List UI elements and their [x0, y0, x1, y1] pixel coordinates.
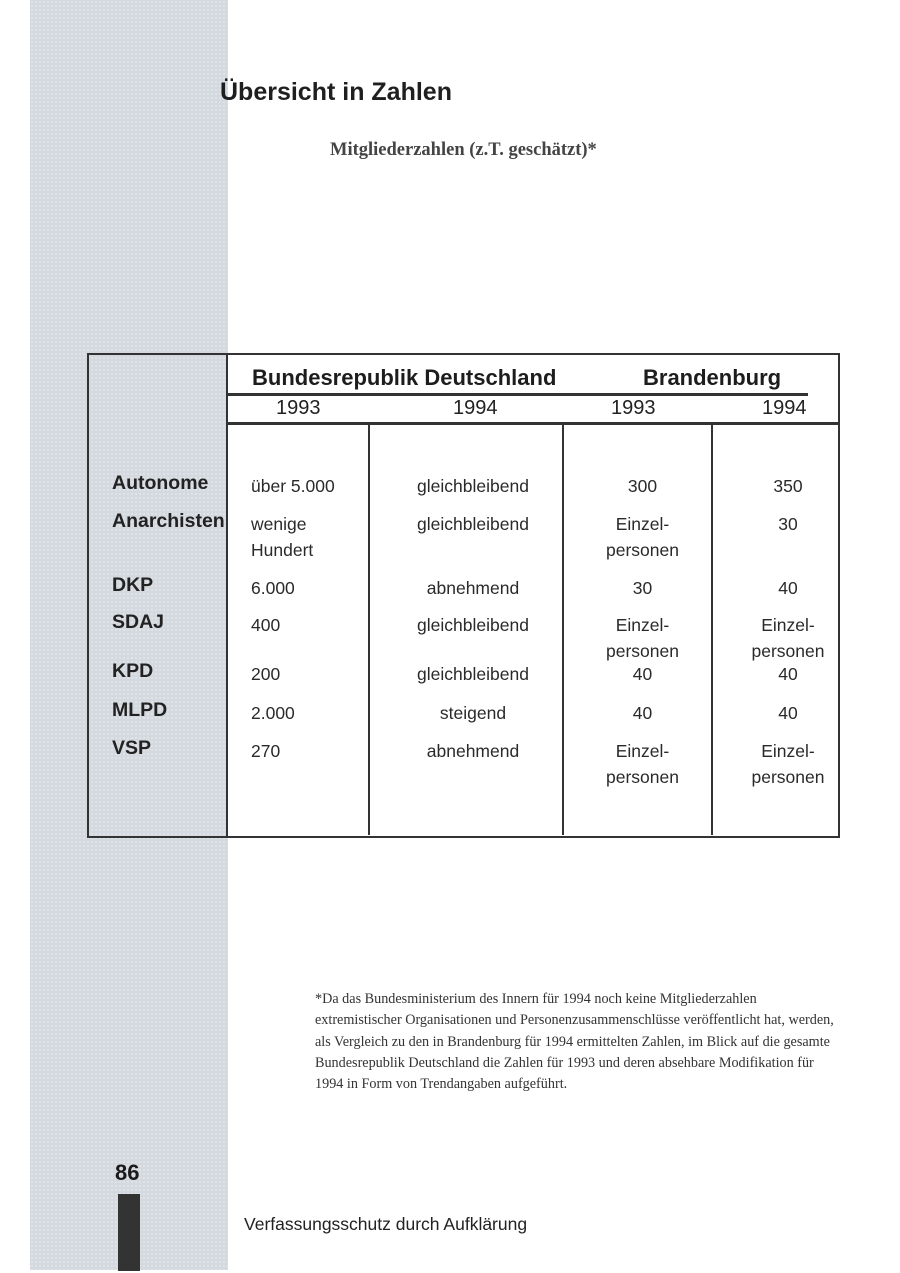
table-cell: Einzel- personen	[606, 615, 679, 661]
table-cell: 350	[773, 476, 803, 496]
table-cell: gleichbleibend	[417, 476, 529, 496]
table-divider	[228, 393, 808, 396]
page-number: 86	[115, 1160, 140, 1185]
table-cell: Einzel- personen	[751, 741, 825, 787]
table-cell: 300	[627, 476, 658, 496]
table-cell: 270	[251, 741, 281, 761]
row-label: KPD	[112, 660, 154, 682]
table-cell: Einzel- personen	[751, 615, 825, 661]
row-label: MLPD	[112, 699, 168, 721]
year-header: 1993	[276, 397, 321, 419]
table-cell: 30	[632, 578, 653, 598]
row-label: VSP	[112, 737, 152, 759]
footer-publication: Verfassungsschutz durch Aufklärung	[244, 1214, 528, 1234]
table-cell: gleichbleibend	[417, 664, 529, 684]
table-divider	[226, 353, 228, 838]
table-cell: gleichbleibend	[417, 615, 529, 635]
year-header: 1993	[611, 397, 656, 419]
page-subtitle: Mitgliederzahlen (z.T. geschätzt)*	[330, 140, 597, 160]
table-cell: gleichbleibend	[417, 514, 529, 534]
table-cell: wenige Hundert	[251, 514, 314, 560]
table-cell: abnehmend	[426, 578, 520, 598]
table-cell: Einzel- personen	[606, 514, 679, 560]
table-cell: Einzel- personen	[606, 741, 679, 787]
page-title: Übersicht in Zahlen	[220, 78, 452, 106]
row-label: Anarchisten	[112, 510, 225, 532]
table-cell: 40	[632, 703, 653, 723]
table-divider	[368, 425, 370, 835]
year-header: 1994	[453, 397, 498, 419]
table-divider	[228, 422, 838, 425]
table-cell: 30	[778, 514, 798, 534]
group-header-brandenburg: Brandenburg	[643, 365, 782, 390]
table-cell: 40	[778, 578, 798, 598]
table-cell: abnehmend	[426, 741, 520, 761]
group-header-brd: Bundesrepublik Deutschland	[252, 365, 557, 390]
table-cell: steigend	[439, 703, 507, 723]
table-cell: 200	[251, 664, 281, 684]
row-label: SDAJ	[112, 611, 165, 633]
table-cell: 40	[632, 664, 653, 684]
table-cell: über 5.000	[251, 476, 335, 496]
year-header: 1994	[762, 397, 807, 419]
table-cell: 6.000	[251, 578, 295, 598]
table-cell: 40	[778, 664, 798, 684]
table-cell: 400	[251, 615, 281, 635]
table-cell: 40	[778, 703, 798, 723]
row-label: Autonome	[112, 472, 209, 494]
footnote: *Da das Bundesministerium des Innern für 1994 noch keine Mitgliederzahlen extremistischer Organisationen und Personenzusammenschlüsse veröffentlicht hat, werden, als Vergleich zu den in Brandenburg für 1994 ermittelten Zahlen, im Blick auf die gesamte Bundesrepublik Deutschland die Zahlen für 1993 und deren absehbare Modifikation für 1994 in Form von Trendangaben aufgeführt.	[315, 991, 834, 1093]
table-cell: 2.000	[251, 703, 295, 723]
row-label: DKP	[112, 574, 154, 596]
page-number-bar	[118, 1194, 140, 1271]
